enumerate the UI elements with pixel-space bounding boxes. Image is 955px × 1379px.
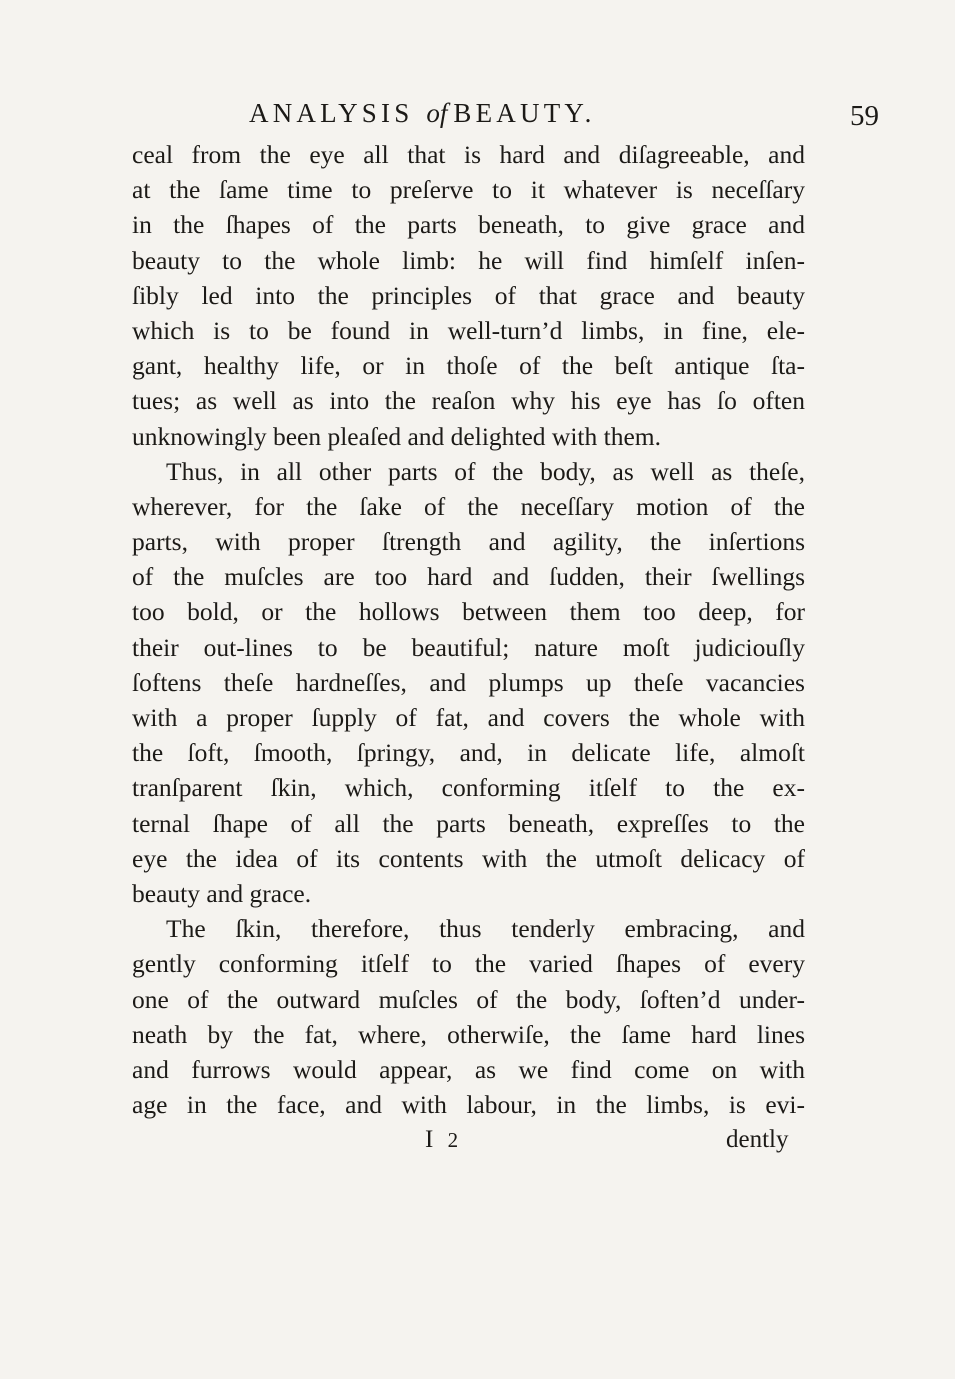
text-line: in the ſhapes of the parts beneath, to give grace and bbox=[132, 210, 805, 240]
running-title bbox=[249, 96, 596, 130]
catchword: dently bbox=[726, 1126, 789, 1153]
text-line: age in the face, and with labour, in the limbs, is evi- bbox=[132, 1090, 805, 1120]
text-line: eye the idea of its contents with the utmoſt delicacy of bbox=[132, 843, 805, 873]
body-text bbox=[132, 137, 805, 1122]
text-line: tranſparent ſkin, which, conforming itſelf to the ex- bbox=[132, 773, 805, 803]
text-line: wherever, for the ſake of the neceſſary motion of the bbox=[132, 491, 805, 521]
text-line: beauty to the whole limb: he will find himſelf inſen- bbox=[132, 245, 805, 275]
text-line: ternal ſhape of all the parts beneath, expreſſes to the bbox=[132, 808, 805, 838]
running-title-end: BEAUTY. bbox=[453, 98, 596, 128]
text-line: and furrows would appear, as we find come on with bbox=[132, 1054, 805, 1084]
signature-number: 2 bbox=[447, 1128, 463, 1152]
signature-letter: I bbox=[425, 1126, 438, 1153]
page-number: 59 bbox=[850, 100, 879, 132]
running-head bbox=[0, 96, 955, 130]
signature-mark bbox=[425, 1122, 462, 1158]
running-title-conjunction: of bbox=[426, 98, 448, 128]
text-line: ceal from the eye all that is hard and diſagreeable, and bbox=[132, 140, 805, 169]
text-line: gant, healthy life, or in thoſe of the beſt antique ſta- bbox=[132, 351, 805, 381]
text-line: their out-lines to be beautiful; nature moſt judiciouſly bbox=[132, 632, 805, 662]
text-line: ſoftens theſe hardneſſes, and plumps up theſe vacancies bbox=[132, 667, 805, 697]
text-line: of the muſcles are too hard and ſudden, their ſwellings bbox=[132, 562, 805, 592]
text-line: parts, with proper ſtrength and agility, the inſertions bbox=[132, 527, 805, 557]
text-line: which is to be found in well-turn’d limbs, in fine, ele- bbox=[132, 315, 805, 345]
paragraph-first-line: Thus, in all other parts of the body, as well as theſe, bbox=[166, 456, 805, 486]
text-line: too bold, or the hollows between them too deep, for bbox=[132, 597, 805, 627]
text-line: beauty and grace. bbox=[132, 878, 312, 908]
text-line: ſibly led into the principles of that grace and beauty bbox=[132, 280, 805, 310]
paragraph-first-line: The ſkin, therefore, thus tenderly embracing, and bbox=[166, 914, 805, 944]
running-title-start: ANALYSIS bbox=[249, 98, 414, 128]
text-line: unknowingly been pleaſed and delighted with them. bbox=[132, 421, 662, 451]
text-line: with a proper ſupply of fat, and covers the whole with bbox=[132, 703, 805, 732]
text-line: one of the outward muſcles of the body, ſoften’d under- bbox=[132, 984, 805, 1014]
text-line: gently conforming itſelf to the varied ſhapes of every bbox=[132, 949, 805, 979]
text-line: the ſoft, ſmooth, ſpringy, and, in delicate life, almoſt bbox=[132, 738, 805, 768]
page-footer bbox=[0, 1122, 955, 1158]
text-line: neath by the fat, where, otherwiſe, the ſame hard lines bbox=[132, 1019, 805, 1049]
text-line: tues; as well as into the reaſon why his eye has ſo often bbox=[132, 386, 805, 416]
text-line: at the ſame time to preſerve to it whatever is neceſſary bbox=[132, 175, 805, 205]
